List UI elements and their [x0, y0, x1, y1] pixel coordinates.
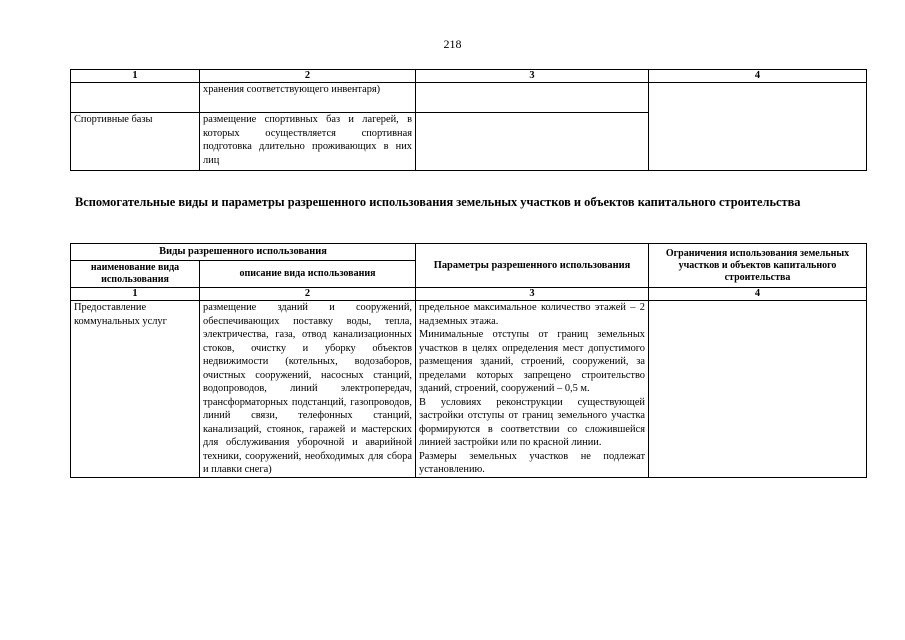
header-parameters: Параметры разрешенного использования — [416, 244, 649, 288]
use-description-cell: хранения соответствующего инвентаря) — [200, 83, 416, 113]
column-number: 1 — [71, 70, 200, 83]
column-number: 2 — [200, 288, 416, 301]
header-use-name: наименование вида использования — [71, 261, 200, 288]
page-number: 218 — [443, 37, 462, 51]
use-name-cell — [71, 83, 200, 113]
column-number: 4 — [649, 288, 867, 301]
parameter-paragraph: В условиях реконструкции существующей застройки отступы от границ земельного участка формируются в соответствии со сложившейся линией застройки или по красной линии. — [419, 396, 645, 448]
use-description-cell: размещение спортивных баз и лагерей, в которых осуществляется спортивная подготовка длительно проживающих в них лиц — [200, 113, 416, 171]
column-number-row — [71, 288, 867, 301]
use-name-cell: Спортивные базы — [71, 113, 200, 171]
parameter-paragraph: Размеры земельных участков не подлежат установлению. — [419, 450, 645, 475]
column-number: 3 — [416, 288, 649, 301]
parameters-cell — [416, 301, 649, 478]
column-number: 3 — [416, 70, 649, 83]
auxiliary-uses-table — [70, 243, 867, 478]
parameter-paragraph: предельное максимальное количество этажей – 2 надземных этажа. — [419, 302, 645, 327]
header-uses-group: Виды разрешенного использования — [71, 244, 416, 261]
limits-cell — [649, 83, 867, 171]
header-limits: Ограничения использования земельных участков и объектов капитального строительства — [649, 244, 867, 288]
header-row — [71, 244, 867, 261]
use-description-cell: размещение зданий и сооружений, обеспечивающих поставку воды, тепла, электричества, газа, отвод канализационных стоков, очистку и уборку объектов недвижимости (котельных, водозаборов, очистных сооружений, насосных станций, водопроводов, линий электропередач, трансформаторных подстанций, газопроводов, линий связи, телефонных станций, канализаций, стоянок, гаражей и мастерских для обслуживания уборочной и аварийной техники, сооружений, необходимых для сбора и плавки снега) — [200, 301, 416, 478]
use-name-cell: Предоставление коммунальных услуг — [71, 301, 200, 478]
limits-cell — [649, 301, 867, 478]
table-row — [71, 83, 867, 113]
column-number: 2 — [200, 70, 416, 83]
table-row — [71, 301, 867, 478]
section-heading: Вспомогательные виды и параметры разрешенного использования земельных участков и объектов капитального строительства — [75, 195, 801, 209]
column-number: 4 — [649, 70, 867, 83]
continuation-table — [70, 69, 867, 171]
parameter-paragraph: Минимальные отступы от границ земельных участков в целях определения мест допустимого размещения зданий, строений, сооружений, за пределами которых запрещено строительство зданий, строений, сооружений – 0,5 м. — [419, 329, 645, 394]
column-number: 1 — [71, 288, 200, 301]
parameters-cell — [416, 83, 649, 113]
column-number-row — [71, 70, 867, 83]
parameters-cell — [416, 113, 649, 171]
header-use-description: описание вида использования — [200, 261, 416, 288]
